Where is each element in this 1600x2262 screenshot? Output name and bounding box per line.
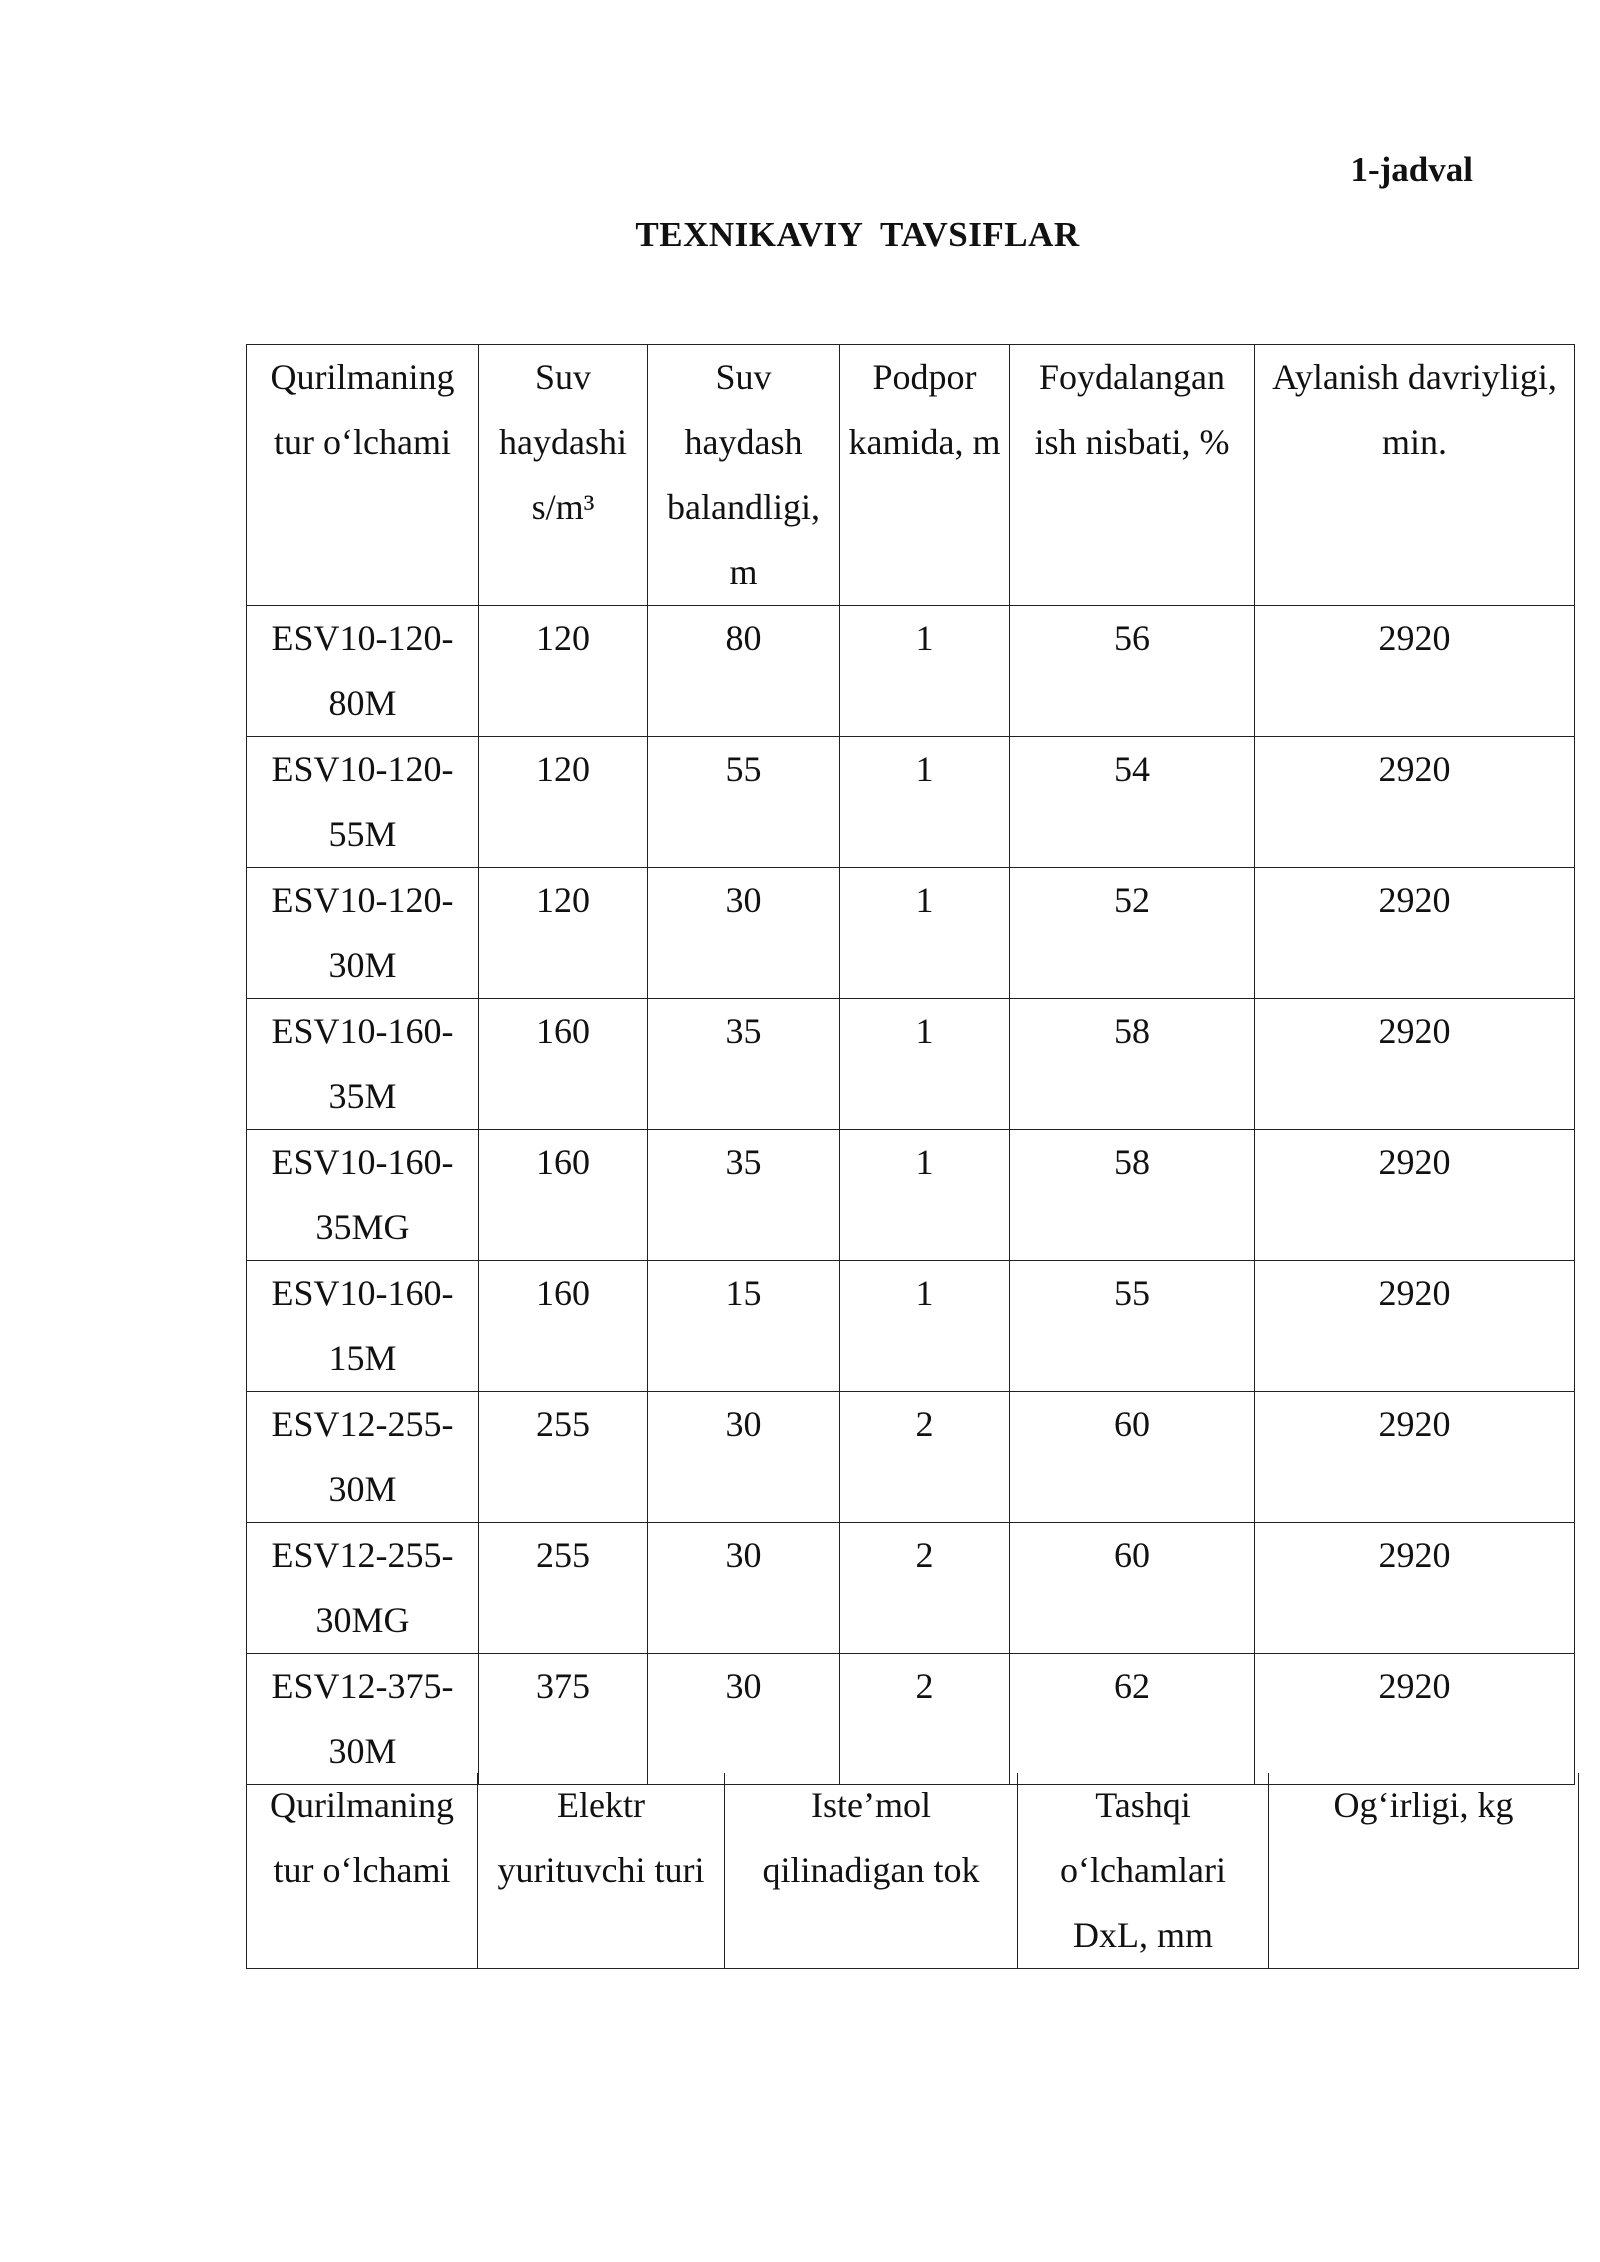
table-row	[247, 1261, 1575, 1392]
table-cell-flow-rate: 375	[479, 1654, 648, 1785]
table-cell-rotation-speed: 2920	[1255, 1523, 1575, 1654]
header-cell-head-height: Suv haydash balandligi, m	[648, 345, 840, 606]
table-cell-efficiency: 54	[1010, 737, 1255, 868]
table-cell-head-height: 30	[648, 1523, 840, 1654]
header-cell-rotation-speed: Aylanish davriyligi, min.	[1255, 345, 1575, 606]
table-cell-efficiency: 60	[1010, 1392, 1255, 1523]
table-cell-flow-rate: 120	[479, 606, 648, 737]
table-cell-efficiency: 58	[1010, 999, 1255, 1130]
header-cell-flow-rate: Suv haydashi s/m³	[479, 345, 648, 606]
specifications-table	[246, 344, 1575, 1785]
header-cell-dimensions: Tashqi o‘lchamlari DxL, mm	[1018, 1773, 1269, 1969]
table-cell-backpressure: 1	[840, 868, 1010, 999]
table-number-label: 1-jadval	[1350, 150, 1473, 189]
table-cell-backpressure: 1	[840, 1261, 1010, 1392]
table-cell-efficiency: 52	[1010, 868, 1255, 999]
table-cell-backpressure: 1	[840, 999, 1010, 1130]
table-cell-head-height: 30	[648, 868, 840, 999]
table-cell-model: ESV12-375-30M	[247, 1654, 479, 1785]
table-cell-model: ESV10-160-35MG	[247, 1130, 479, 1261]
table-cell-model: ESV10-120-80M	[247, 606, 479, 737]
table-cell-backpressure: 1	[840, 606, 1010, 737]
dimensions-header-table	[246, 1773, 1579, 1969]
table-cell-head-height: 35	[648, 1130, 840, 1261]
table-cell-backpressure: 2	[840, 1654, 1010, 1785]
table-cell-rotation-speed: 2920	[1255, 1654, 1575, 1785]
table-cell-head-height: 15	[648, 1261, 840, 1392]
page-title: TEXNIKAVIY TAVSIFLAR	[635, 215, 1080, 254]
table-cell-efficiency: 60	[1010, 1523, 1255, 1654]
table-cell-rotation-speed: 2920	[1255, 737, 1575, 868]
table-cell-model: ESV10-120-30M	[247, 868, 479, 999]
table-row	[247, 606, 1575, 737]
header-cell-model: Qurilmaning tur o‘lchami	[247, 1773, 478, 1969]
table-cell-head-height: 55	[648, 737, 840, 868]
table-cell-rotation-speed: 2920	[1255, 1392, 1575, 1523]
table-row	[247, 999, 1575, 1130]
table-cell-backpressure: 1	[840, 737, 1010, 868]
table-cell-rotation-speed: 2920	[1255, 1130, 1575, 1261]
header-cell-efficiency: Foydalangan ish nisbati, %	[1010, 345, 1255, 606]
table-cell-flow-rate: 120	[479, 868, 648, 999]
table-cell-flow-rate: 255	[479, 1523, 648, 1654]
header-cell-model: Qurilmaning tur o‘lchami	[247, 345, 479, 606]
table-cell-rotation-speed: 2920	[1255, 1261, 1575, 1392]
table-cell-flow-rate: 120	[479, 737, 648, 868]
header-cell-weight: Og‘irligi, kg	[1269, 1773, 1579, 1969]
table-row	[247, 1392, 1575, 1523]
table-cell-model: ESV10-160-15M	[247, 1261, 479, 1392]
table-cell-efficiency: 56	[1010, 606, 1255, 737]
table-cell-backpressure: 2	[840, 1392, 1010, 1523]
table-cell-efficiency: 62	[1010, 1654, 1255, 1785]
header-cell-current: Iste’mol qilinadigan tok	[725, 1773, 1018, 1969]
table-cell-efficiency: 58	[1010, 1130, 1255, 1261]
table-row	[247, 868, 1575, 999]
table-cell-flow-rate: 160	[479, 999, 648, 1130]
table-cell-head-height: 35	[648, 999, 840, 1130]
table-cell-model: ESV12-255-30MG	[247, 1523, 479, 1654]
table-cell-backpressure: 1	[840, 1130, 1010, 1261]
table-cell-flow-rate: 160	[479, 1130, 648, 1261]
spec-header-row	[247, 345, 1575, 606]
table-cell-efficiency: 55	[1010, 1261, 1255, 1392]
table-cell-rotation-speed: 2920	[1255, 868, 1575, 999]
header-cell-backpressure: Podpor kamida, m	[840, 345, 1010, 606]
table-cell-backpressure: 2	[840, 1523, 1010, 1654]
table-cell-model: ESV10-120-55M	[247, 737, 479, 868]
table-cell-head-height: 30	[648, 1392, 840, 1523]
table-cell-model: ESV10-160-35M	[247, 999, 479, 1130]
table-row	[247, 1654, 1575, 1785]
table-cell-flow-rate: 255	[479, 1392, 648, 1523]
table-cell-flow-rate: 160	[479, 1261, 648, 1392]
table-cell-model: ESV12-255-30M	[247, 1392, 479, 1523]
dimensions-header-row	[247, 1773, 1579, 1969]
table-row	[247, 737, 1575, 868]
table-row	[247, 1523, 1575, 1654]
table-cell-head-height: 30	[648, 1654, 840, 1785]
table-cell-rotation-speed: 2920	[1255, 999, 1575, 1130]
table-row	[247, 1130, 1575, 1261]
table-cell-rotation-speed: 2920	[1255, 606, 1575, 737]
table-cell-head-height: 80	[648, 606, 840, 737]
header-cell-drive-type: Elektr yurituvchi turi	[478, 1773, 725, 1969]
